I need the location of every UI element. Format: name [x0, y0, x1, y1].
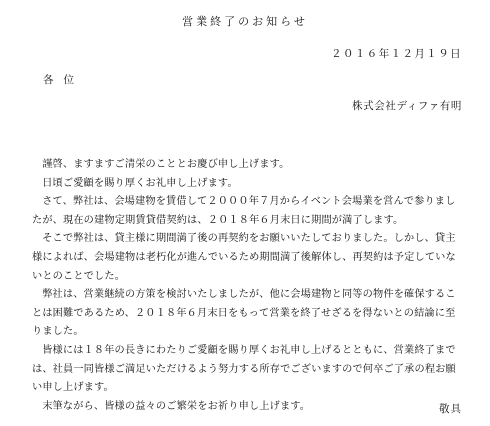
document-date: ２０１６年１２月１９日 — [331, 48, 462, 60]
document-body — [32, 156, 462, 416]
greeting-paragraph: 謹啓、ますますご清栄のこととお慶び申し上げます。 — [42, 159, 290, 170]
closing-remark: 敬具 — [439, 403, 462, 415]
background-paragraph: さて、弊社は、会場建物を賃借して２０００年７月からイベント会場業を営んで参りましたが、現在の建物定期賃貸借契約は、２０１８年６月末日に期間が満了します。 — [32, 196, 456, 226]
closing-wish-paragraph: 末筆ながら、皆様の益々のご繁栄をお祈り申し上げます。 — [42, 400, 311, 412]
negotiation-paragraph: そこで弊社は、貸主様に期間満了後の再契約をお願いいたしておりました。しかし、貸主様によれば、会場建物は老朽化が進んでいるため期間満了後解体し、再契約は予定していないとのことでした。 — [32, 233, 456, 282]
decision-paragraph: 弊社は、営業継続の方策を検討いたしましたが、他に会場建物と同等の物件を確保することは困難であるため、２０１８年６月末日をもって営業を終了せざるを得ないとの結論に至りました。 — [32, 289, 456, 338]
addressee: 各位 — [43, 74, 84, 86]
appreciation-paragraph: 皆様には１８年の長きにわたりご愛顧を賜り厚くお礼申し上げるとともに、営業終了までは、社員一同皆様ご満足いただけるよう努力する所存でございますので何卒ご了承の程お願い申し上げます。 — [32, 344, 456, 394]
sender-company: 株式会社ディファ有明 — [352, 100, 462, 112]
thanks-paragraph: 日頃ご愛顧を賜り厚くお礼申し上げます。 — [42, 177, 238, 189]
document-title: 営業終了のお知らせ — [182, 15, 308, 28]
